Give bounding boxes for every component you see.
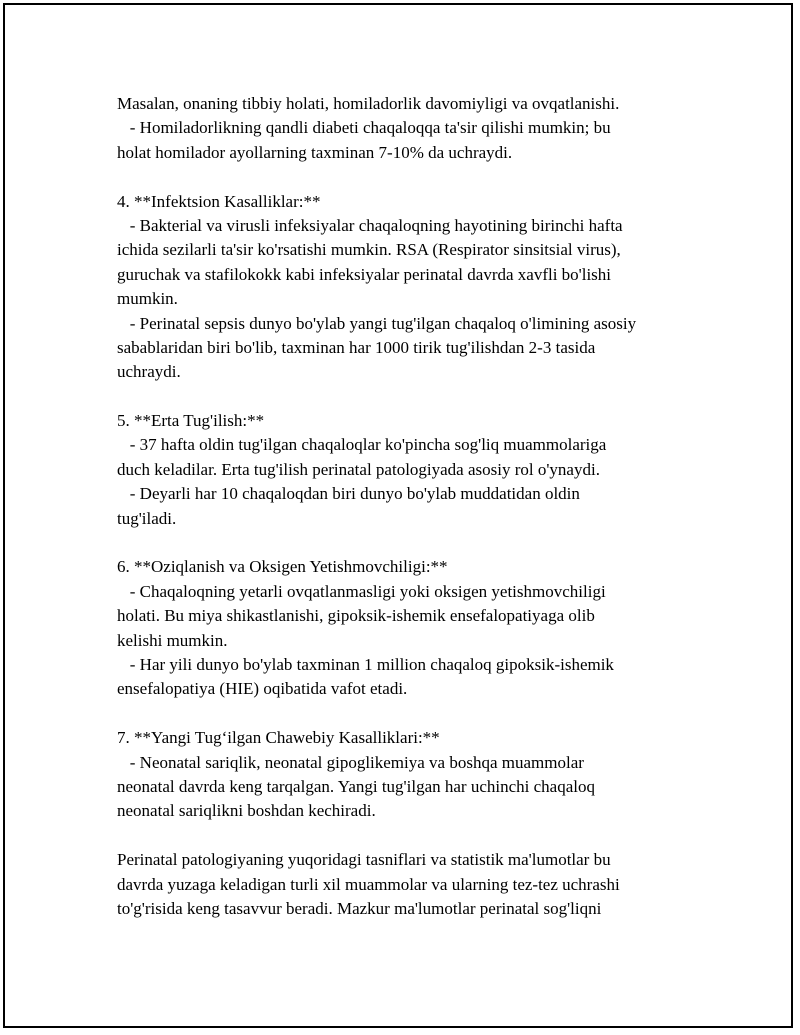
text-line: - Har yili dunyo bo'ylab taxminan 1 million chaqaloq gipoksik-ishemik (117, 654, 614, 674)
text-line: holati. Bu miya shikastlanishi, gipoksik-ishemik ensefalopatiyaga olib (117, 606, 595, 626)
text-line: - Neonatal sariqlik, neonatal gipoglikemiya va boshqa muammolar (117, 752, 584, 772)
section-heading: 7. **Yangi Tug‘ilgan Chawebiy Kasalliklari:** (117, 728, 440, 748)
section-heading: 4. **Infektsion Kasalliklar:** (117, 191, 321, 211)
text-line: - Bakterial va virusli infeksiyalar chaqaloqning hayotining birinchi hafta (117, 215, 623, 235)
text-line: kelishi mumkin. (117, 630, 228, 650)
text-line: neonatal sariqlikni boshdan kechiradi. (117, 801, 376, 821)
section-heading: 6. **Oziqlanish va Oksigen Yetishmovchiligi:** (117, 557, 448, 577)
text-line: Perinatal patologiyaning yuqoridagi tasniflari va statistik ma'lumotlar bu (117, 850, 611, 870)
text-line: ichida sezilarli ta'sir ko'rsatishi mumkin. RSA (Respirator sinsitsial virus), (117, 240, 621, 260)
document-body (117, 92, 717, 921)
text-line: - Chaqaloqning yetarli ovqatlanmasligi yoki oksigen yetishmovchiligi (117, 581, 606, 601)
text-line: - Homiladorlikning qandli diabeti chaqaloqqa ta'sir qilishi mumkin; bu (117, 118, 611, 138)
blank-line (117, 165, 717, 189)
text-line: duch keladilar. Erta tug'ilish perinatal patologiyada asosiy rol o'ynaydi. (117, 459, 600, 479)
text-line: - Deyarli har 10 chaqaloqdan biri dunyo bo'ylab muddatidan oldin (117, 484, 580, 504)
blank-line (117, 385, 717, 409)
text-line: mumkin. (117, 289, 178, 309)
text-line: Masalan, onaning tibbiy holati, homiladorlik davomiyligi va ovqatlanishi. (117, 94, 620, 113)
text-line: tug'iladi. (117, 508, 177, 528)
blank-line (117, 824, 717, 848)
text-line: uchraydi. (117, 362, 181, 382)
blank-line (117, 702, 717, 726)
text-line: davrda yuzaga keladigan turli xil muammolar va ularning tez-tez uchrashi (117, 874, 620, 894)
text-line: - 37 hafta oldin tug'ilgan chaqaloqlar ko'pincha sog'liq muammolariga (117, 435, 607, 455)
text-line: holat homilador ayollarning taxminan 7-10% da uchraydi. (117, 142, 513, 162)
text-line: sabablaridan biri bo'lib, taxminan har 1000 tirik tug'ilishdan 2-3 tasida (117, 337, 596, 357)
text-line: - Perinatal sepsis dunyo bo'ylab yangi tug'ilgan chaqaloq o'limining asosiy (117, 313, 637, 333)
text-line: guruchak va stafilokokk kabi infeksiyalar perinatal davrda xavfli bo'lishi (117, 264, 612, 284)
blank-line (117, 531, 717, 555)
text-line: to'g'risida keng tasavvur beradi. Mazkur ma'lumotlar perinatal sog'liqni (117, 898, 602, 918)
text-line: neonatal davrda keng tarqalgan. Yangi tug'ilgan har uchinchi chaqaloq (117, 776, 595, 796)
text-line: ensefalopatiya (HIE) oqibatida vafot etadi. (117, 679, 408, 699)
section-heading: 5. **Erta Tug'ilish:** (117, 411, 265, 431)
